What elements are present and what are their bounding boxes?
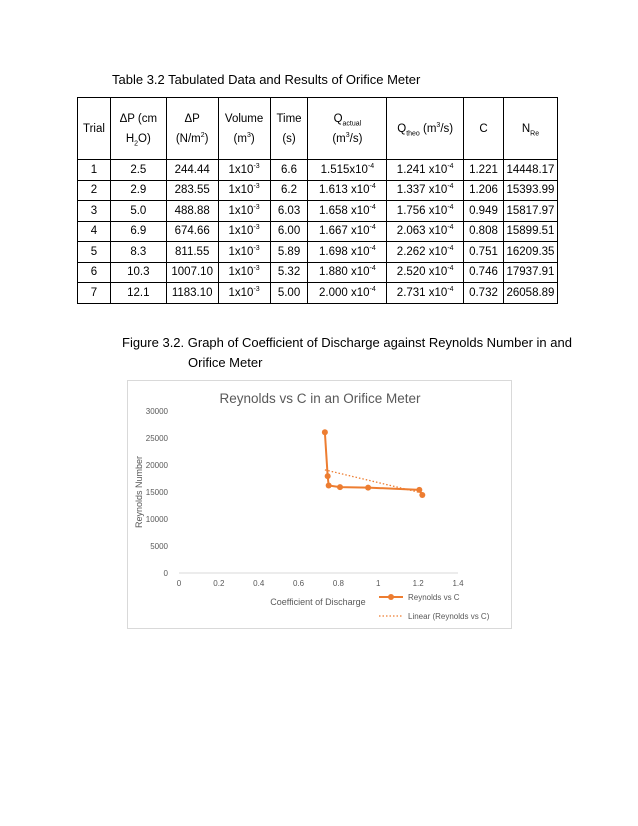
cell-dp-nm: 1183.10 xyxy=(166,283,218,304)
header-dp-nm: ΔP $(N/m^2)$ xyxy=(166,98,218,160)
cell-trial: 1 xyxy=(78,160,111,181)
cell-c: 0.732 xyxy=(464,283,504,304)
y-tick-label: 20000 xyxy=(145,461,168,470)
x-tick-label: 1.4 xyxy=(452,579,464,588)
table-row xyxy=(78,262,558,283)
data-point xyxy=(325,473,331,479)
figure-caption-line1: Figure 3.2. Graph of Coefficient of Discharge against Reynolds Number in and xyxy=(122,335,572,350)
cell-trial: 2 xyxy=(78,180,111,201)
header-trial: Trial xyxy=(78,98,111,160)
cell-time: 6.00 xyxy=(270,221,308,242)
y-axis-title: Reynolds Number xyxy=(134,455,144,529)
cell-qtheo: 2.520 $x10^{-4}$ xyxy=(387,262,464,283)
table-row xyxy=(78,201,558,222)
cell-dp-nm: 488.88 xyxy=(166,201,218,222)
cell-nre: 15393.99 xyxy=(503,180,557,201)
data-point xyxy=(337,484,343,490)
cell-qact: 1.658 $x10^{-4}$ xyxy=(308,201,387,222)
y-tick-label: 0 xyxy=(163,569,168,578)
table-row xyxy=(78,160,558,181)
cell-dp-cm: 6.9 xyxy=(110,221,166,242)
cell-c: 1.206 xyxy=(464,180,504,201)
cell-trial: 7 xyxy=(78,283,111,304)
cell-trial: 5 xyxy=(78,242,111,263)
cell-c: 0.949 xyxy=(464,201,504,222)
x-tick-label: 0.8 xyxy=(332,579,344,588)
table-row xyxy=(78,180,558,201)
cell-qtheo: 2.731 $x10^{-4}$ xyxy=(387,283,464,304)
cell-nre: 16209.35 xyxy=(503,242,557,263)
cell-volume: $1x10^{-3}$ xyxy=(218,160,270,181)
legend-series-marker xyxy=(388,594,394,600)
cell-c: 0.751 xyxy=(464,242,504,263)
header-time: Time (s) xyxy=(270,98,308,160)
table-row xyxy=(78,283,558,304)
cell-trial: 6 xyxy=(78,262,111,283)
cell-qact: 1.880 $x10^{-4}$ xyxy=(308,262,387,283)
cell-dp-nm: 244.44 xyxy=(166,160,218,181)
cell-dp-cm: 2.9 xyxy=(110,180,166,201)
cell-dp-nm: 674.66 xyxy=(166,221,218,242)
cell-dp-cm: 8.3 xyxy=(110,242,166,263)
cell-volume: $1x10^{-3}$ xyxy=(218,242,270,263)
table-caption: Table 3.2 Tabulated Data and Results of Orifice Meter xyxy=(112,72,421,87)
cell-qact: $1.515x10^{-4}$ xyxy=(308,160,387,181)
header-volume: Volume $(m^3)$ xyxy=(218,98,270,160)
cell-volume: $1x10^{-3}$ xyxy=(218,283,270,304)
cell-time: 5.32 xyxy=(270,262,308,283)
header-nre: $N_{Re}$ xyxy=(503,98,557,160)
cell-dp-nm: 283.55 xyxy=(166,180,218,201)
chart-title: Reynolds vs C in an Orifice Meter xyxy=(219,391,421,406)
cell-volume: $1x10^{-3}$ xyxy=(218,221,270,242)
cell-dp-cm: 2.5 xyxy=(110,160,166,181)
cell-dp-cm: 12.1 xyxy=(110,283,166,304)
figure-caption-line2: Orifice Meter xyxy=(188,355,263,370)
cell-qtheo: 1.241 $x10^{-4}$ xyxy=(387,160,464,181)
cell-c: 0.808 xyxy=(464,221,504,242)
cell-volume: $1x10^{-3}$ xyxy=(218,262,270,283)
cell-trial: 4 xyxy=(78,221,111,242)
y-tick-label: 15000 xyxy=(145,488,168,497)
reynolds-vs-c-chart xyxy=(128,381,511,628)
cell-nre: 15817.97 xyxy=(503,201,557,222)
cell-nre: 14448.17 xyxy=(503,160,557,181)
cell-qact: 2.000 $x10^{-4}$ xyxy=(308,283,387,304)
cell-nre: 26058.89 xyxy=(503,283,557,304)
cell-c: 0.746 xyxy=(464,262,504,283)
header-dp-cm: ΔP (cm $H_2O$) xyxy=(110,98,166,160)
data-point xyxy=(326,482,332,488)
cell-qtheo: 2.063 $x10^{-4}$ xyxy=(387,221,464,242)
cell-time: 5.89 xyxy=(270,242,308,263)
cell-qtheo: 2.262 $x10^{-4}$ xyxy=(387,242,464,263)
cell-dp-nm: 811.55 xyxy=(166,242,218,263)
cell-dp-nm: 1007.10 xyxy=(166,262,218,283)
cell-dp-cm: 10.3 xyxy=(110,262,166,283)
x-axis-title: Coefficient of Discharge xyxy=(270,597,366,607)
x-tick-label: 0.4 xyxy=(253,579,265,588)
table-row xyxy=(78,221,558,242)
orifice-data-table xyxy=(77,97,558,304)
data-point xyxy=(365,485,371,491)
y-tick-label: 10000 xyxy=(145,515,168,524)
legend-series-label: Reynolds vs C xyxy=(408,593,460,602)
figure-caption xyxy=(122,333,582,373)
legend-trendline-label: Linear (Reynolds vs C) xyxy=(408,612,490,621)
cell-nre: 17937.91 xyxy=(503,262,557,283)
cell-qact: 1.698 $x10^{-4}$ xyxy=(308,242,387,263)
header-c: C xyxy=(464,98,504,160)
header-q-theo: $Q_{theo}$ $(m^3/s)$ xyxy=(387,98,464,160)
cell-nre: 15899.51 xyxy=(503,221,557,242)
cell-dp-cm: 5.0 xyxy=(110,201,166,222)
data-point xyxy=(419,492,425,498)
table-header-row xyxy=(78,98,558,160)
x-tick-label: 1 xyxy=(376,579,381,588)
cell-c: 1.221 xyxy=(464,160,504,181)
data-point xyxy=(416,487,422,493)
cell-volume: $1x10^{-3}$ xyxy=(218,201,270,222)
cell-time: 5.00 xyxy=(270,283,308,304)
x-tick-label: 0 xyxy=(176,579,182,588)
x-tick-label: 1.2 xyxy=(412,579,424,588)
chart-container xyxy=(127,380,512,629)
y-tick-label: 5000 xyxy=(150,542,168,551)
table-row xyxy=(78,242,558,263)
data-point xyxy=(322,429,328,435)
cell-time: 6.6 xyxy=(270,160,308,181)
y-tick-label: 25000 xyxy=(145,434,168,443)
cell-qtheo: 1.337 $x10^{-4}$ xyxy=(387,180,464,201)
cell-qact: 1.667 $x10^{-4}$ xyxy=(308,221,387,242)
cell-qtheo: 1.756 $x10^{-4}$ xyxy=(387,201,464,222)
cell-trial: 3 xyxy=(78,201,111,222)
y-tick-label: 30000 xyxy=(145,407,168,416)
x-tick-label: 0.6 xyxy=(293,579,305,588)
cell-time: 6.2 xyxy=(270,180,308,201)
cell-volume: $1x10^{-3}$ xyxy=(218,180,270,201)
header-q-actual: $Q_{actual}$ $(m^3/s)$ xyxy=(308,98,387,160)
cell-time: 6.03 xyxy=(270,201,308,222)
cell-qact: 1.613 $x10^{-4}$ xyxy=(308,180,387,201)
x-tick-label: 0.2 xyxy=(213,579,225,588)
